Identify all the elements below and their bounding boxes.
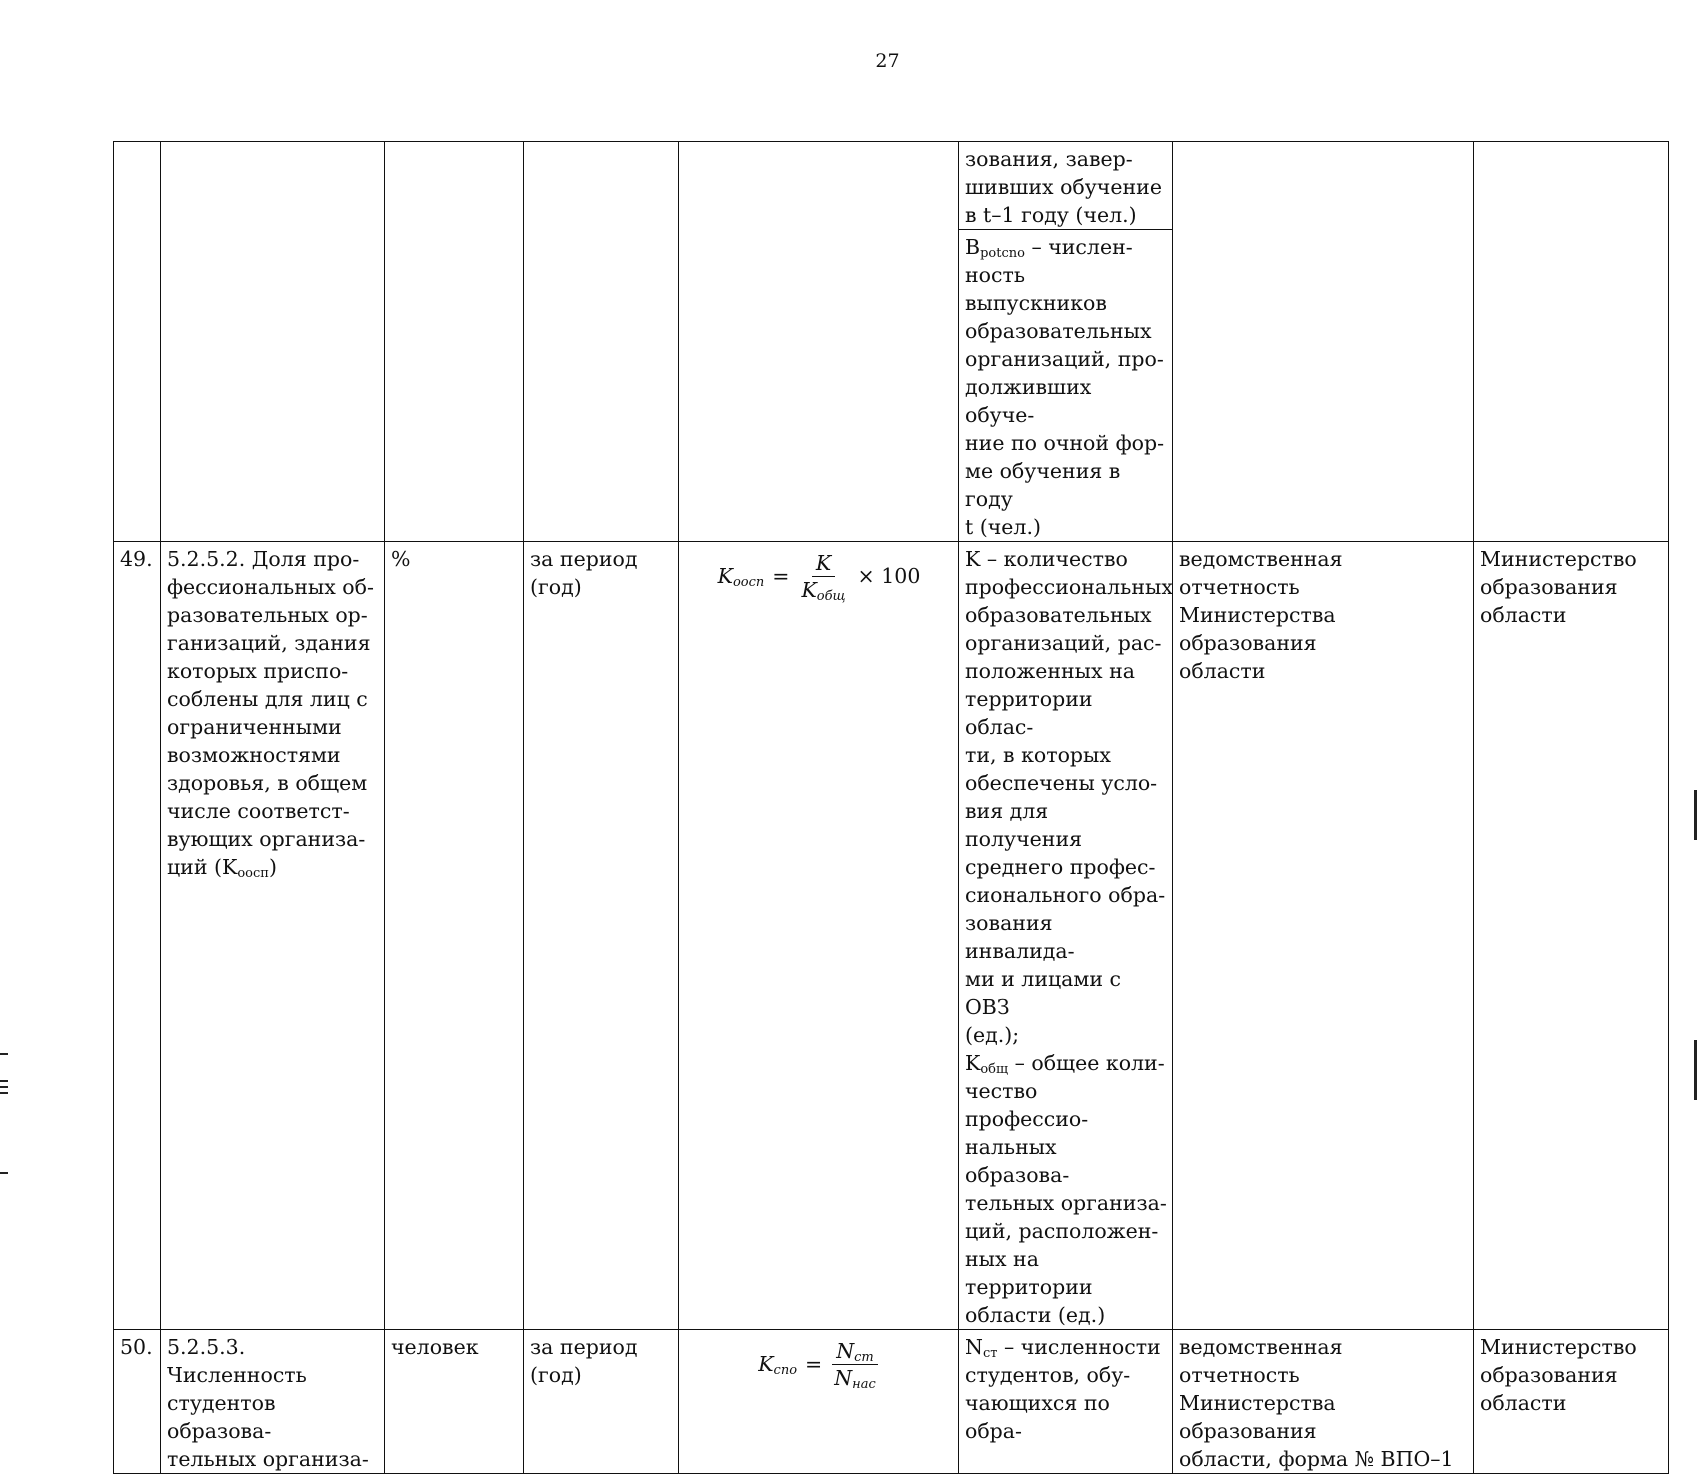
scan-mark xyxy=(0,1172,8,1174)
cell-period: за период (год) xyxy=(524,1330,679,1474)
formula-lhs: K xyxy=(758,1352,774,1376)
cell-source: ведомственная отчетность Министерства образования области xyxy=(1173,542,1474,1330)
scan-mark xyxy=(0,1092,8,1094)
cell-responsible: Министерство образования области xyxy=(1474,542,1669,1330)
symbol: B xyxy=(965,235,981,259)
description-text: – численности студентов, обу- чающихся по обра- xyxy=(965,1335,1161,1443)
cell-num xyxy=(114,142,161,542)
formula-lhs-subscript: спо xyxy=(773,1363,798,1378)
formula-lhs: K xyxy=(717,564,733,588)
symbol-subscript: ст xyxy=(982,1346,998,1361)
symbol-subscript: potcno xyxy=(980,246,1025,261)
cell-unit: % xyxy=(385,542,524,1330)
page-number: 27 xyxy=(875,50,900,72)
table-row-50 xyxy=(114,1330,1669,1474)
description-text-2: – общее коли- чество профессио- нальных образова- тельных организа- ций, расположен- ных на территории области (ед.) xyxy=(965,1051,1167,1327)
name-tail: ) xyxy=(268,855,277,879)
fraction xyxy=(830,1339,880,1390)
cell-description-part1 xyxy=(959,142,1173,230)
formula xyxy=(685,1333,953,1395)
cell-responsible xyxy=(1474,142,1669,542)
description-subscript: общ xyxy=(980,1062,1009,1077)
scan-mark xyxy=(0,1086,8,1088)
cell-unit: человек xyxy=(385,1330,524,1474)
fraction-numerator: K xyxy=(812,551,835,577)
description-text: зования, завер- шивших обучение в t–1 году (чел.) xyxy=(965,147,1162,227)
cell-period xyxy=(524,142,679,542)
cell-formula xyxy=(679,1330,959,1474)
cell-name xyxy=(161,142,385,542)
cell-source xyxy=(1173,142,1474,542)
cell-formula xyxy=(679,542,959,1330)
cell-description xyxy=(959,542,1173,1330)
cell-period: за период (год) xyxy=(524,542,679,1330)
equals-sign: = xyxy=(805,1352,823,1376)
cell-responsible: Министерство образования области xyxy=(1474,1330,1669,1474)
cell-unit xyxy=(385,142,524,542)
scan-mark xyxy=(0,1080,8,1082)
fraction-denominator: $N_{нас}$ xyxy=(834,1365,876,1392)
formula-lhs-subscript: оосп xyxy=(732,575,765,590)
formula-multiplier: × 100 xyxy=(857,564,921,588)
cell-name xyxy=(161,542,385,1330)
cell-num: 49. xyxy=(114,542,161,1330)
symbol: N xyxy=(965,1335,983,1359)
equals-sign: = xyxy=(772,564,790,588)
indicator-name: 5.2.5.2. Доля про- фессиональных об- разовательных ор- ганизаций, здания которых приспо- соблены для лиц с ограниченными возможностями здоровья, в общем числе соответст- вующих организа- ций (K xyxy=(167,547,374,879)
cell-description-part2 xyxy=(959,230,1173,542)
cell-formula xyxy=(679,142,959,542)
table-row-continuation xyxy=(114,142,1669,230)
description-text: – числен- ность выпускников образовательных организаций, про- долживших обуче- ние по очной фор- ме обучения в году t (чел.) xyxy=(965,235,1165,539)
cell-name: 5.2.5.3. Численность студентов образова- тельных организа- xyxy=(161,1330,385,1474)
name-subscript: оосп xyxy=(237,866,269,881)
formula xyxy=(685,545,953,607)
scan-mark xyxy=(0,1053,8,1055)
table-row-49 xyxy=(114,542,1669,1330)
fraction xyxy=(797,551,849,602)
cell-num: 50. xyxy=(114,1330,161,1474)
cell-source: ведомственная отчетность Министерства образования области, форма № ВПО–1 xyxy=(1173,1330,1474,1474)
description-text: K – количество профессиональных образовательных организаций, рас- положенных на территории облас- ти, в которых обеспечены усло- вия для получения среднего профес- сионального обра- зования инвалида- ми и лицами с ОВЗ (ед.); K xyxy=(965,547,1173,1075)
indicators-table xyxy=(113,141,1669,1474)
fraction-numerator: $N_{ст}$ xyxy=(832,1339,878,1365)
cell-description xyxy=(959,1330,1173,1474)
fraction-denominator: $K_{общ}$ xyxy=(801,577,846,604)
